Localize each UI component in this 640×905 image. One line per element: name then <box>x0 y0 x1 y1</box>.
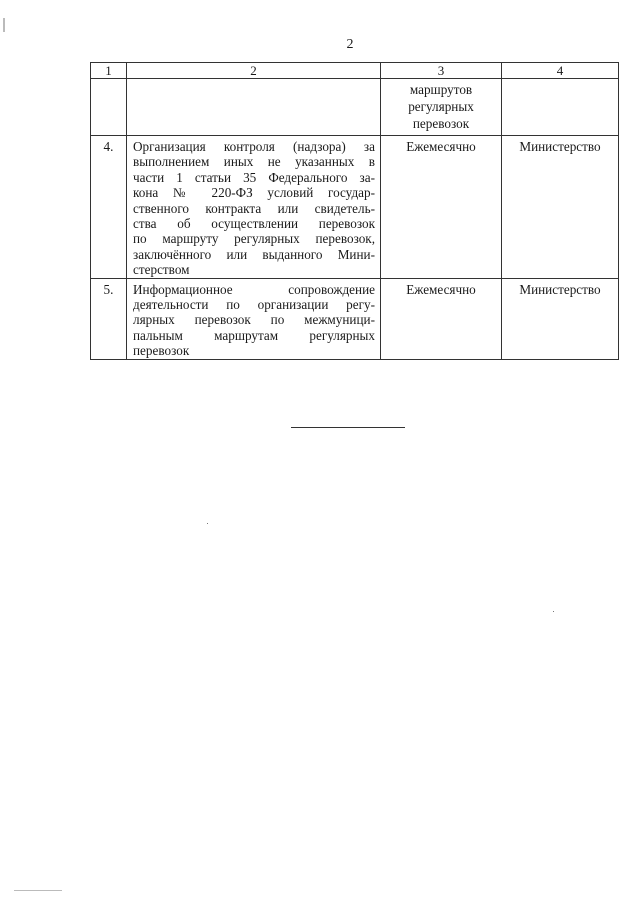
column-header: 2 <box>127 63 381 79</box>
row-number: 5. <box>91 278 127 359</box>
description-line: выполнением иных не указанных в <box>133 154 375 170</box>
column-header: 3 <box>381 63 502 79</box>
continuation-line: перевозок <box>412 116 470 131</box>
row-description <box>127 136 381 279</box>
continuation-line: регулярных <box>408 99 474 114</box>
continuation-num-cell <box>91 79 127 136</box>
table-row <box>91 136 619 279</box>
responsibility-table <box>90 62 619 360</box>
description-line: части 1 статьи 35 Федерального за- <box>133 169 375 185</box>
description-line: кона № 220-ФЗ условий государ- <box>133 185 375 201</box>
continuation-line: маршрутов <box>409 82 473 97</box>
page-number: 2 <box>346 37 354 52</box>
column-header: 4 <box>502 63 619 79</box>
row-description <box>127 278 381 359</box>
row-responsible: Министерство <box>502 278 619 359</box>
description-line: деятельности по организации регу- <box>133 297 375 313</box>
continuation-row <box>91 79 619 136</box>
table-header-row <box>91 63 619 79</box>
description-line: ства об осуществлении перевозок <box>133 216 375 232</box>
end-divider-line <box>291 427 405 428</box>
row-period: Ежемесячно <box>381 278 502 359</box>
description-line: лярных перевозок по межмуници- <box>133 312 375 328</box>
row-period: Ежемесячно <box>381 136 502 279</box>
description-line: Информационное сопровождение <box>133 281 375 297</box>
continuation-body-cell <box>502 79 619 136</box>
scan-speck <box>207 523 208 524</box>
description-line: по маршруту регулярных перевозок, <box>133 231 375 247</box>
row-responsible: Министерство <box>502 136 619 279</box>
description-line: ственного контракта или свидетель- <box>133 200 375 216</box>
description-line: заключённого или выданного Мини- <box>133 246 375 262</box>
description-line: перевозок <box>133 343 190 359</box>
continuation-desc-cell <box>127 79 381 136</box>
row-number: 4. <box>91 136 127 279</box>
description-line: стерством <box>133 262 190 278</box>
column-header: 1 <box>91 63 127 79</box>
scan-edge-mark <box>14 890 62 891</box>
description-line: Организация контроля (надзора) за <box>133 139 375 154</box>
scan-speck <box>553 611 554 612</box>
continuation-period-cell <box>381 79 502 136</box>
description-line: пальным маршрутам регулярных <box>133 327 375 343</box>
table-row <box>91 278 619 359</box>
scan-edge-mark <box>3 18 5 32</box>
